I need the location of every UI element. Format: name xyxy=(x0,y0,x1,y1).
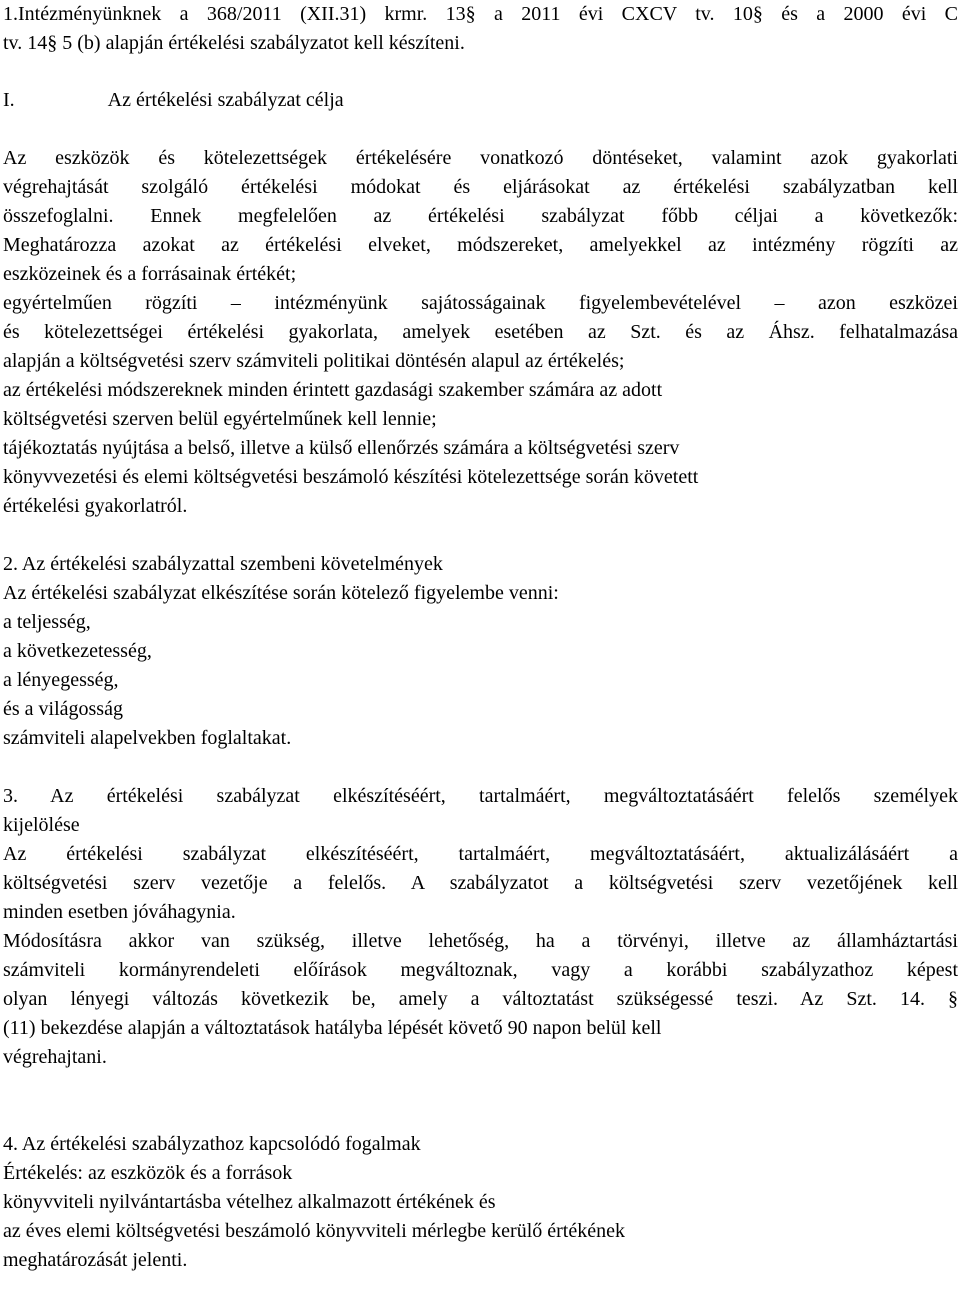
section-1-line: Meghatározza azokat az értékelési elveket, módszereket, amelyekkel az intézmény rögzíti az xyxy=(3,234,958,256)
section-3-line: Módosításra akkor van szükség, illetve lehetőség, ha a törvényi, illetve az államháztartási xyxy=(3,930,958,952)
section-2-line: a következetesség, xyxy=(3,640,152,662)
section-2-line: Az értékelési szabályzat elkészítése során kötelező figyelembe venni: xyxy=(3,582,559,604)
section-2-line: a lényegesség, xyxy=(3,669,119,691)
section-3-line: költségvetési szerv vezetője a felelős. A szabályzatot a költségvetési szerv vezetőjének kell xyxy=(3,872,958,894)
section-2-title: 2. Az értékelési szabályzattal szembeni követelmények xyxy=(3,553,443,575)
section-4-title: 4. Az értékelési szabályzathoz kapcsolódó fogalmak xyxy=(3,1133,421,1155)
section-1-line: tájékoztatás nyújtása a belső, illetve a külső ellenőrzés számára a költségvetési szerv xyxy=(3,437,680,459)
section-2-line: számviteli alapelvekben foglaltakat. xyxy=(3,727,292,749)
section-4-line: könyvviteli nyilvántartásba vételhez alkalmazott értékének és xyxy=(3,1191,496,1213)
intro-line-2: tv. 14§ 5 (b) alapján értékelési szabályzatot kell készíteni. xyxy=(3,32,465,54)
section-1-line: az értékelési módszereknek minden érintett gazdasági szakember számára az adott xyxy=(3,379,663,401)
section-3-line: Az értékelési szabályzat elkészítéséért, tartalmáért, megváltoztatásáért, aktualizálásáért a xyxy=(3,843,958,865)
section-3-line: számviteli kormányrendeleti előírások megváltoznak, vagy a korábbi szabályzathoz képest xyxy=(3,959,958,981)
section-4-line: az éves elemi költségvetési beszámoló könyvviteli mérlegbe kerülő értékének xyxy=(3,1220,625,1242)
section-1-line: eszközeinek és a forrásainak értékét; xyxy=(3,263,297,285)
section-1-number: I. xyxy=(3,89,15,111)
section-2-line: és a világosság xyxy=(3,698,123,720)
section-1-line: értékelési gyakorlatról. xyxy=(3,495,188,517)
section-1-line: összefoglalni. Ennek megfelelően az értékelési szabályzat főbb céljai a következők: xyxy=(3,205,958,227)
section-2-line: a teljesség, xyxy=(3,611,91,633)
section-3-line: olyan lényegi változás következik be, amely a változtatást szükségessé teszi. Az Szt. 14. § xyxy=(3,988,958,1010)
section-3-line: végrehajtani. xyxy=(3,1046,107,1068)
section-1-line: könyvvezetési és elemi költségvetési beszámoló készítési kötelezettsége során követett xyxy=(3,466,699,488)
section-1-heading xyxy=(3,88,344,112)
section-3-line: (11) bekezdése alapján a változtatások hatályba lépését követő 90 napon belül kell xyxy=(3,1017,662,1039)
intro-line-1: 1.Intézményünknek a 368/2011 (XII.31) krmr. 13§ a 2011 évi CXCV tv. 10§ és a 2000 évi C xyxy=(3,3,958,25)
section-3-title-line-1: 3. Az értékelési szabályzat elkészítéséért, tartalmáért, megváltoztatásáért felelős személyek xyxy=(3,785,958,807)
section-1-line: végrehajtását szolgáló értékelési módokat és eljárásokat az értékelési szabályzatban kell xyxy=(3,176,958,198)
section-1-title: Az értékelési szabályzat célja xyxy=(107,89,344,111)
section-1-line: Az eszközök és kötelezettségek értékelésére vonatkozó döntéseket, valamint azok gyakorlati xyxy=(3,147,958,169)
section-1-line: költségvetési szerven belül egyértelműnek kell lennie; xyxy=(3,408,437,430)
section-1-line: egyértelműen rögzíti – intézményünk sajátosságainak figyelembevételével – azon eszközei xyxy=(3,292,958,314)
section-3-title-line-2: kijelölése xyxy=(3,814,80,836)
section-3-line: minden esetben jóváhagynia. xyxy=(3,901,236,923)
section-4-line: meghatározását jelenti. xyxy=(3,1249,188,1271)
section-4-line: Értékelés: az eszközök és a források xyxy=(3,1162,293,1184)
section-1-line: alapján a költségvetési szerv számviteli politikai döntésén alapul az értékelés; xyxy=(3,350,625,372)
section-1-line: és kötelezettségei értékelési gyakorlata, amelyek esetében az Szt. és az Áhsz. felhatalmazása xyxy=(3,321,958,343)
